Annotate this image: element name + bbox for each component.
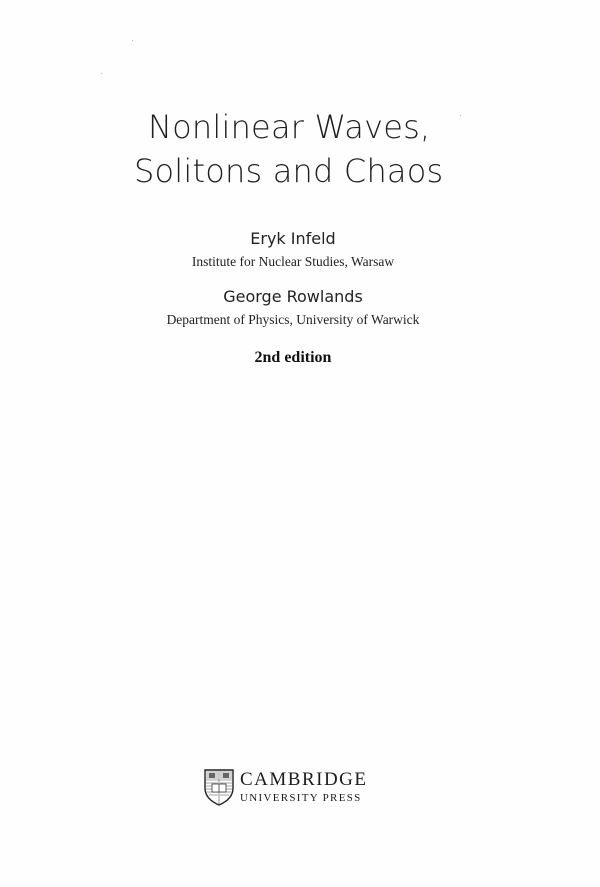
cambridge-crest-icon (203, 768, 235, 806)
edition-label: 2nd edition (254, 349, 332, 366)
author-name-1: Eryk Infeld (250, 229, 336, 248)
paper-speck (132, 40, 133, 41)
book-title-line-2: Solitons and Chaos (134, 152, 444, 190)
author-affiliation-2: Department of Physics, University of Warwick (166, 312, 420, 327)
paper-speck (460, 115, 461, 116)
publisher-imprint (203, 768, 368, 806)
author-name-2: George Rowlands (223, 287, 363, 306)
publisher-subtitle: UNIVERSITY PRESS (240, 792, 362, 804)
publisher-name: CAMBRIDGE (240, 769, 368, 790)
paper-speck (101, 73, 102, 74)
author-affiliation-1: Institute for Nuclear Studies, Warsaw (191, 254, 395, 269)
book-title-line-1: Nonlinear Waves, (148, 108, 431, 146)
